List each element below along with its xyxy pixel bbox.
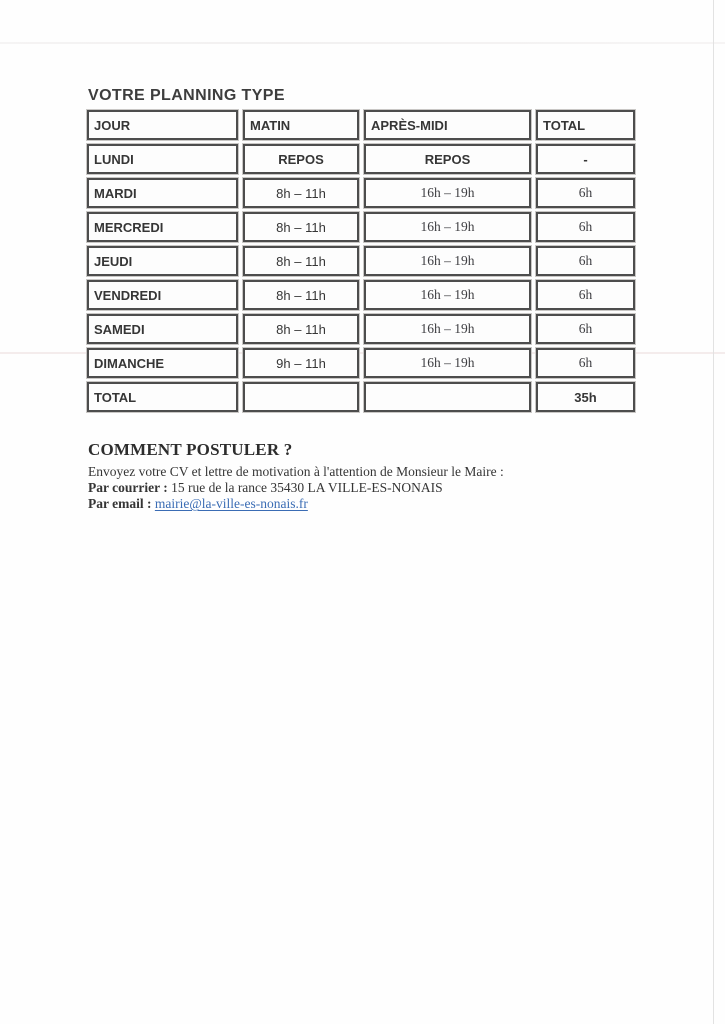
courrier-label: Par courrier :	[88, 480, 168, 495]
apply-section	[88, 440, 504, 512]
apply-courrier-line	[88, 480, 504, 496]
column-header-apres-midi: APRÈS-MIDI	[364, 110, 531, 140]
apres-midi-cell: REPOS	[364, 144, 531, 174]
courrier-address: 15 rue de la rance 35430 LA VILLE-ES-NONAIS	[167, 480, 443, 495]
email-label: Par email :	[88, 496, 152, 511]
day-cell: SAMEDI	[87, 314, 238, 344]
total-cell: 6h	[536, 314, 635, 344]
total-cell: 6h	[536, 212, 635, 242]
matin-cell: 8h – 11h	[243, 246, 359, 276]
column-header-matin: MATIN	[243, 110, 359, 140]
day-cell: DIMANCHE	[87, 348, 238, 378]
day-cell: JEUDI	[87, 246, 238, 276]
day-cell: TOTAL	[87, 382, 238, 412]
matin-cell: 8h – 11h	[243, 280, 359, 310]
apres-midi-cell	[364, 382, 531, 412]
total-cell: 6h	[536, 246, 635, 276]
apres-midi-cell: 16h – 19h	[364, 314, 531, 344]
email-link[interactable]: mairie@la-ville-es-nonais.fr	[154, 496, 308, 511]
column-header-jour: JOUR	[87, 110, 238, 140]
total-cell: 6h	[536, 178, 635, 208]
page-title: VOTRE PLANNING TYPE	[88, 87, 285, 104]
apres-midi-cell: 16h – 19h	[364, 178, 531, 208]
apres-midi-cell: 16h – 19h	[364, 212, 531, 242]
total-cell: 35h	[536, 382, 635, 412]
total-cell: -	[536, 144, 635, 174]
day-cell: MERCREDI	[87, 212, 238, 242]
apply-intro: Envoyez votre CV et lettre de motivation à l'attention de Monsieur le Maire :	[88, 464, 504, 479]
matin-cell: 9h – 11h	[243, 348, 359, 378]
apply-email-line	[88, 496, 504, 512]
matin-cell: 8h – 11h	[243, 212, 359, 242]
matin-cell: 8h – 11h	[243, 314, 359, 344]
day-cell: LUNDI	[87, 144, 238, 174]
matin-cell: REPOS	[243, 144, 359, 174]
total-cell: 6h	[536, 348, 635, 378]
apres-midi-cell: 16h – 19h	[364, 280, 531, 310]
total-cell: 6h	[536, 280, 635, 310]
matin-cell	[243, 382, 359, 412]
planning-table	[87, 110, 635, 412]
apres-midi-cell: 16h – 19h	[364, 348, 531, 378]
day-cell: MARDI	[87, 178, 238, 208]
apply-heading: COMMENT POSTULER ?	[88, 440, 293, 459]
matin-cell: 8h – 11h	[243, 178, 359, 208]
day-cell: VENDREDI	[87, 280, 238, 310]
apres-midi-cell: 16h – 19h	[364, 246, 531, 276]
scan-artifact-right-line	[713, 0, 714, 1024]
scan-artifact-top-line	[0, 42, 725, 44]
column-header-total: TOTAL	[536, 110, 635, 140]
